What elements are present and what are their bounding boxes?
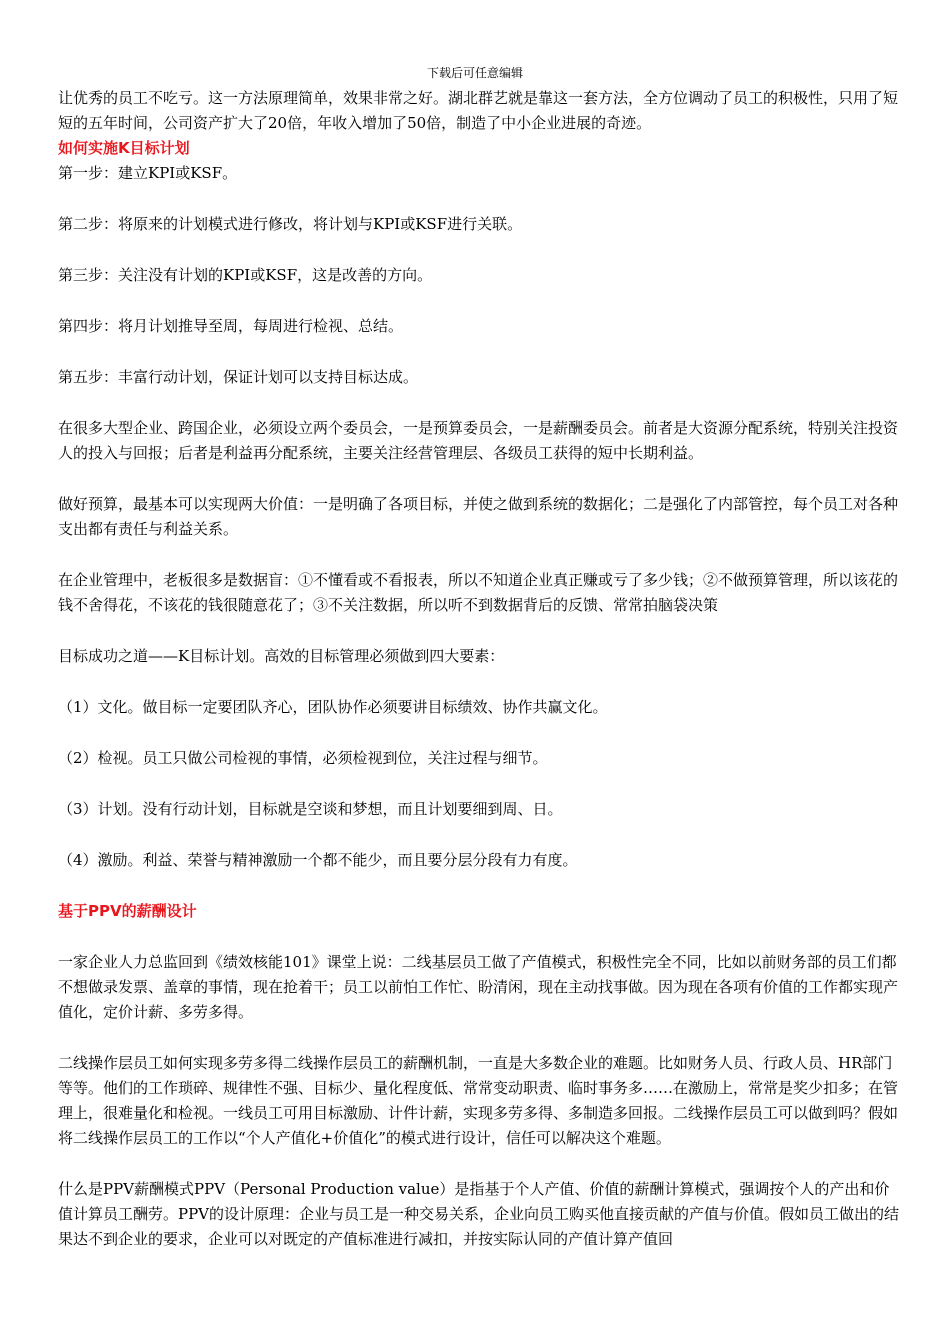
element-review: （2）检视。员工只做公司检视的事情，必须检视到位，关注过程与细节。 (58, 749, 548, 767)
paragraph-committees: 在很多大型企业、跨国企业，必须设立两个委员会，一是预算委员会，一是薪酬委员会。前者是大资源分配系统，特别关注投资人的投入与回报；后者是利益再分配系统，主要关注经营管理层、各级员工获得的短中长期利益。 (58, 419, 899, 462)
document-body (58, 86, 904, 1252)
element-culture: （1）文化。做目标一定要团队齐心，团队协作必须要讲目标绩效、协作共赢文化。 (58, 698, 608, 716)
paragraph-hr-director: 一家企业人力总监回到《绩效核能101》课堂上说：二线基层员工做了产值模式，积极性完全不同，比如以前财务部的员工们都不想做录发票、盖章的事情，现在抢着干；员工以前怕工作忙、盼清闲，现在主动找事做。因为现在各项有价值的工作都实现产值化，定价计薪、多劳多得。 (58, 953, 899, 1021)
step-1: 第一步：建立KPI或KSF。 (58, 164, 238, 182)
step-4: 第四步：将月计划推导至周，每周进行检视、总结。 (58, 317, 404, 335)
paragraph-budget: 做好预算，最基本可以实现两大价值：一是明确了各项目标，并使之做到系统的数据化；二是强化了内部管控，每个员工对各种支出都有责任与利益关系。 (58, 495, 899, 538)
paragraph-data-blind: 在企业管理中，老板很多是数据盲：①不懂看或不看报表，所以不知道企业真正赚或亏了多少钱；②不做预算管理，所以该花的钱不舍得花，不该花的钱很随意花了；③不关注数据，所以听不到数据背后的反馈、常常拍脑袋决策 (58, 571, 899, 614)
step-3: 第三步：关注没有计划的KPI或KSF，这是改善的方向。 (58, 266, 433, 284)
section-heading-k-plan: 如何实施K目标计划 (58, 139, 190, 157)
paragraph-success-path: 目标成功之道——K目标计划。高效的目标管理必须做到四大要素： (58, 647, 505, 665)
step-5: 第五步：丰富行动计划，保证计划可以支持目标达成。 (58, 368, 419, 386)
section-heading-ppv: 基于PPV的薪酬设计 (58, 902, 197, 920)
page-header: 下载后可任意编辑 (426, 66, 523, 80)
paragraph-intro-continued: 让优秀的员工不吃亏。这一方法原理简单，效果非常之好。湖北群艺就是靠这一套方法，全方位调动了员工的积极性，只用了短短的五年时间，公司资产扩大了20倍，年收入增加了50倍，制造了中小企业进展的奇迹。 (58, 89, 899, 132)
paragraph-ppv-definition: 什么是PPV薪酬模式PPV（Personal Production value）是指基于个人产值、价值的薪酬计算模式，强调按个人的产出和价值计算员工酬劳。PPV的设计原理：企业与员工是一种交易关系，企业向员工购买他直接贡献的产值与价值。假如员工做出的结果达不到企业的要求，企业可以对既定的产值标准进行减扣，并按实际认同的产值计算产值回 (58, 1180, 900, 1248)
element-plan: （3）计划。没有行动计划，目标就是空谈和梦想，而且计划要细到周、日。 (58, 800, 563, 818)
element-incentive: （4）激励。利益、荣誉与精神激励一个都不能少，而且要分层分段有力有度。 (58, 851, 578, 869)
paragraph-second-line: 二线操作层员工如何实现多劳多得二线操作层员工的薪酬机制，一直是大多数企业的难题。比如财务人员、行政人员、HR部门等等。他们的工作琐碎、规律性不强、目标少、量化程度低、常常变动职责、临时事务多……在激励上，常常是奖少扣多；在管理上，很难量化和检视。一线员工可用目标激励、计件计薪，实现多劳多得、多制造多回报。二线操作层员工可以做到吗？假如将二线操作层员工的工作以“个人产值化+价值化”的模式进行设计，信任可以解决这个难题。 (58, 1054, 899, 1147)
step-2: 第二步：将原来的计划模式进行修改，将计划与KPI或KSF进行关联。 (58, 215, 523, 233)
